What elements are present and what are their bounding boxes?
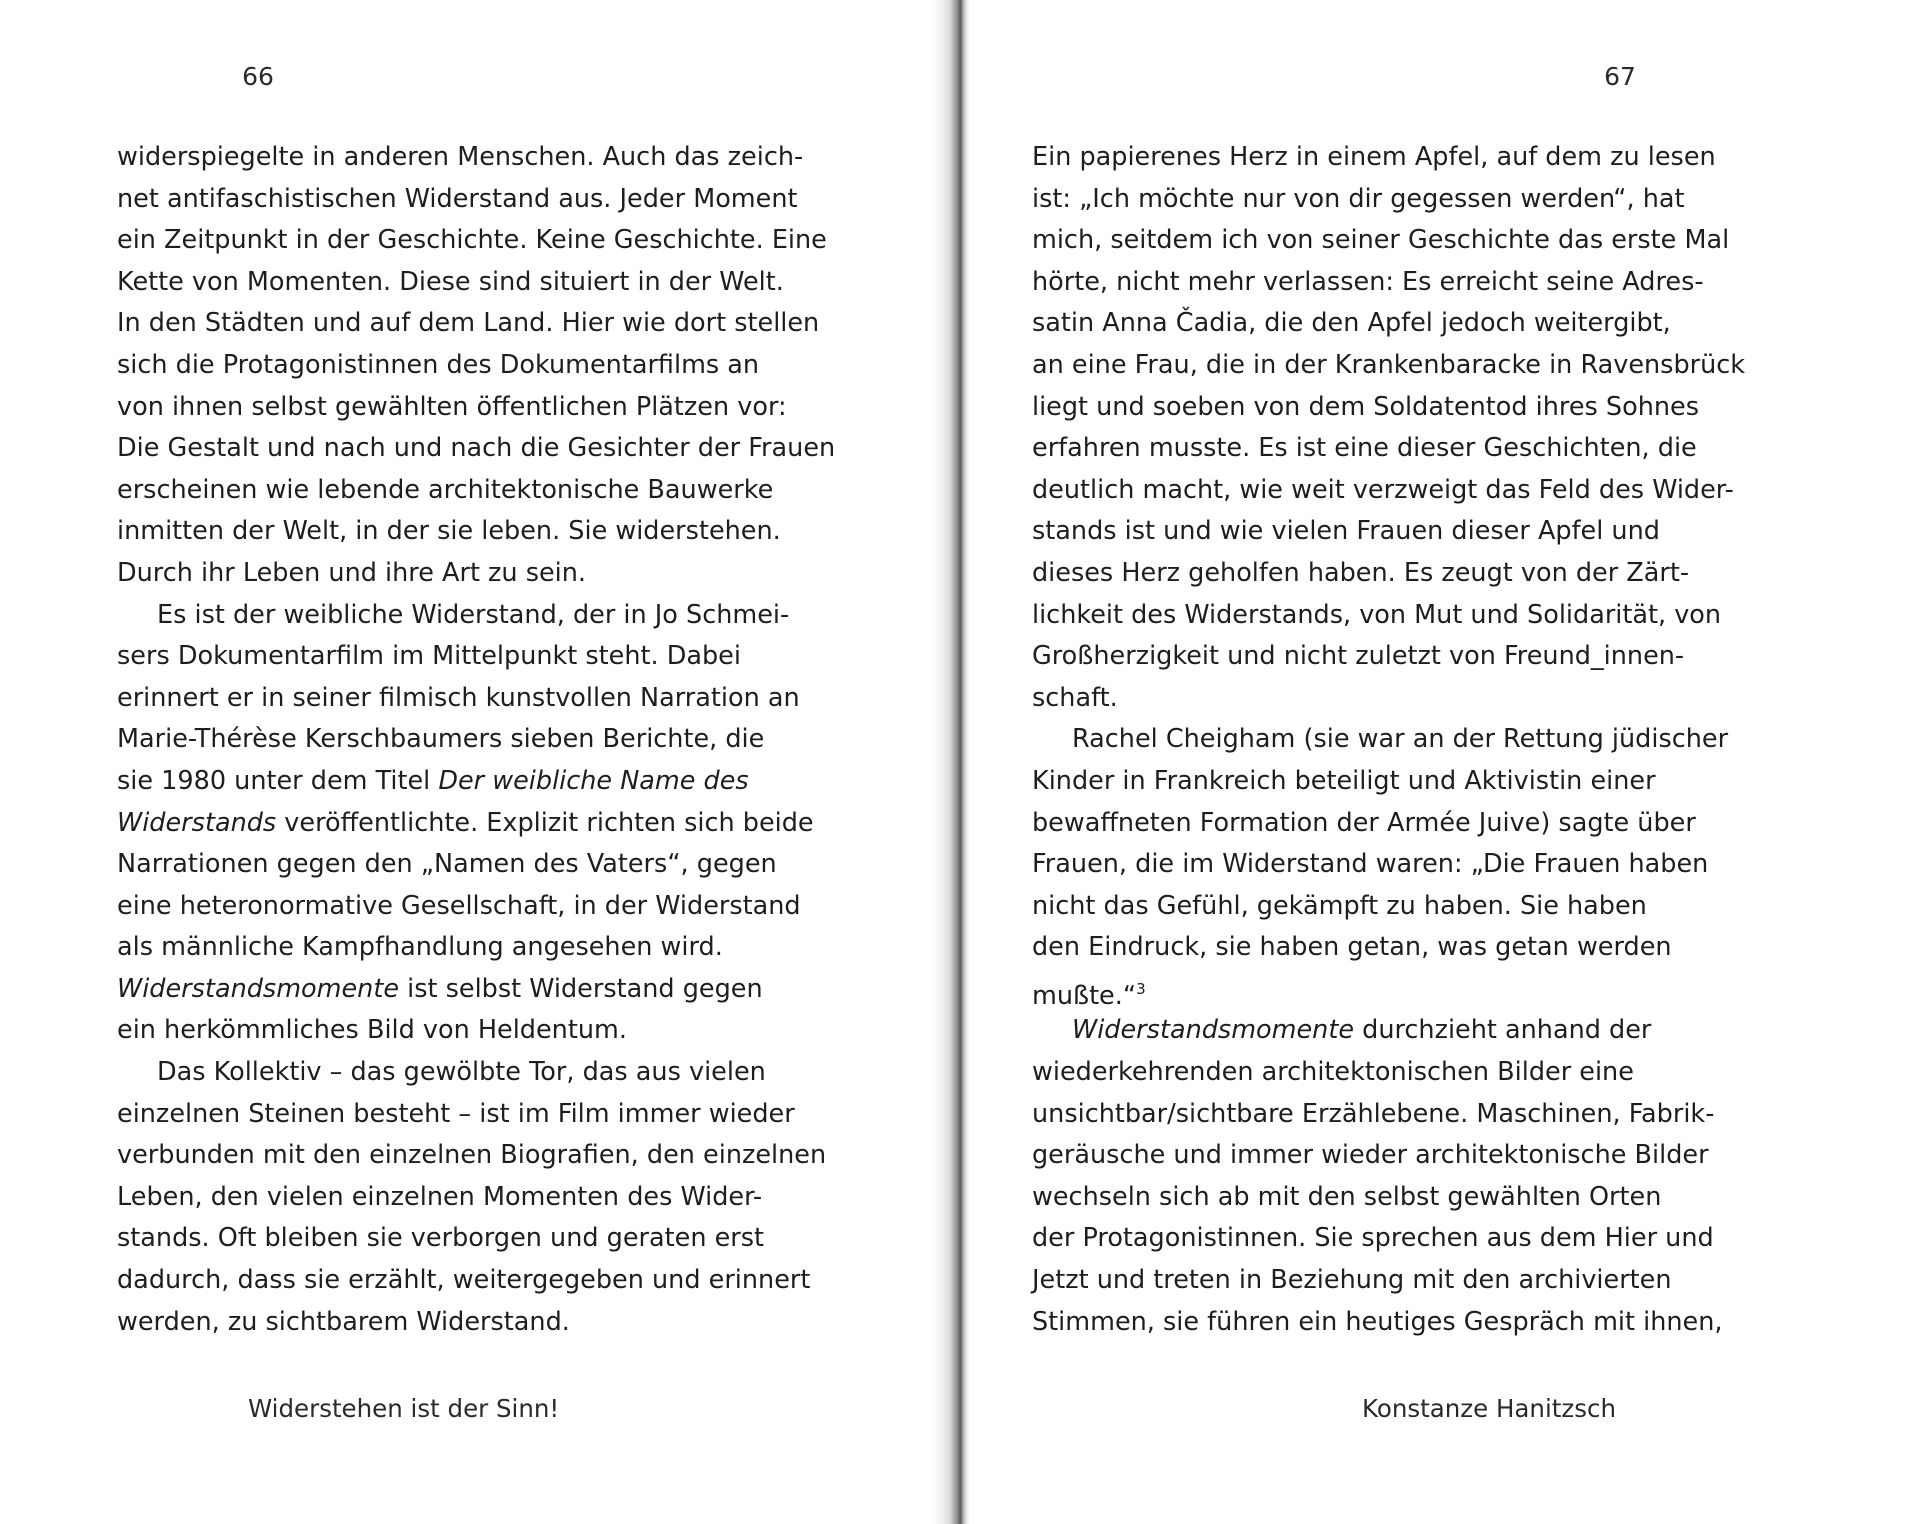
text-line: Die Gestalt und nach und nach die Gesichter der Frauen <box>117 433 836 464</box>
running-footer: Konstanze Hanitzsch <box>1362 1394 1616 1423</box>
footnote-marker: 3 <box>1136 979 1146 998</box>
page-number: 66 <box>242 62 274 91</box>
text-line: mich, seitdem ich von seiner Geschichte das erste Mal <box>1032 225 1730 256</box>
film-title-text: Widerstandsmomente <box>1072 1015 1355 1046</box>
text-line: wechseln sich ab mit den selbst gewählten Orten <box>1032 1181 1662 1212</box>
right-page <box>970 0 1920 1524</box>
text-line <box>1032 1010 1745 1052</box>
book-title-text: Widerstands <box>117 807 277 838</box>
text-line: erfahren musste. Es ist eine dieser Geschichten, die <box>1032 433 1697 464</box>
text-line <box>1032 969 1745 1011</box>
text-line: werden, zu sichtbarem Widerstand. <box>117 1306 570 1337</box>
text-line: Frauen, die im Widerstand waren: „Die Frauen haben <box>1032 849 1709 880</box>
text-line: nicht das Gefühl, gekämpft zu haben. Sie haben <box>1032 890 1647 921</box>
text-line: liegt und soeben von dem Soldatentod ihres Sohnes <box>1032 391 1700 422</box>
text-line: inmitten der Welt, in der sie leben. Sie widerstehen. <box>117 516 781 547</box>
text-line: bewaffneten Formation der Armée Juive) sagte über <box>1032 807 1696 838</box>
text-line <box>117 761 835 803</box>
text-line: dadurch, dass sie erzählt, weitergegeben und erinnert <box>117 1265 811 1296</box>
text-line: sich die Protagonistinnen des Dokumentarfilms an <box>117 349 760 380</box>
text-line: hörte, nicht mehr verlassen: Es erreicht seine Adres- <box>1032 266 1704 297</box>
book-gutter <box>930 0 970 1524</box>
text-line <box>117 969 835 1011</box>
text-line: Das Kollektiv – das gewölbte Tor, das aus vielen <box>157 1057 766 1088</box>
text-line <box>117 803 835 845</box>
text-line: Rachel Cheigham (sie war an der Rettung jüdischer <box>1072 724 1729 755</box>
text-line: eine heteronormative Gesellschaft, in der Widerstand <box>117 890 801 921</box>
text-line: wiederkehrenden architektonischen Bilder eine <box>1032 1057 1634 1088</box>
running-footer: Widerstehen ist der Sinn! <box>248 1394 560 1423</box>
text-line: Stimmen, sie führen ein heutiges Gespräch mit ihnen, <box>1032 1306 1723 1337</box>
text-line: verbunden mit den einzelnen Biografien, den einzelnen <box>117 1140 827 1171</box>
text-line: In den Städten und auf dem Land. Hier wie dort stellen <box>117 308 820 339</box>
text-line: Marie-Thérèse Kerschbaumers sieben Berichte, die <box>117 724 765 755</box>
text-line: Großherzigkeit und nicht zuletzt von Freund_innen- <box>1032 641 1685 672</box>
text-line: Jetzt und treten in Beziehung mit den archivierten <box>1032 1265 1672 1296</box>
text-line: Kinder in Frankreich beteiligt und Aktivistin einer <box>1032 765 1656 796</box>
text-line: widerspiegelte in anderen Menschen. Auch das zeich- <box>117 142 804 172</box>
left-page <box>0 0 930 1524</box>
text-line: stands. Oft bleiben sie verborgen und geraten erst <box>117 1223 765 1254</box>
body-text <box>1032 137 1745 1343</box>
text-segment: durchzieht anhand der <box>1354 1015 1652 1046</box>
book-title-text: Der weibliche Name des <box>438 765 749 796</box>
text-line: von ihnen selbst gewählten öffentlichen Plätzen vor: <box>117 391 787 422</box>
text-line: der Protagonistinnen. Sie sprechen aus dem Hier und <box>1032 1223 1714 1254</box>
text-line: stands ist und wie vielen Frauen dieser Apfel und <box>1032 516 1660 547</box>
text-line: Leben, den vielen einzelnen Momenten des Wider- <box>117 1181 763 1212</box>
text-line: einzelnen Steinen besteht – ist im Film immer wieder <box>117 1098 795 1129</box>
text-line: den Eindruck, sie haben getan, was getan werden <box>1032 932 1672 963</box>
text-line: Narrationen gegen den „Namen des Vaters“, gegen <box>117 849 777 880</box>
text-line: dieses Herz geholfen haben. Es zeugt von der Zärt- <box>1032 557 1690 588</box>
text-line: deutlich macht, wie weit verzweigt das Feld des Wider- <box>1032 474 1734 505</box>
text-line: Ein papierenes Herz in einem Apfel, auf dem zu lesen <box>1032 142 1716 172</box>
text-segment: veröffentlichte. Explizit richten sich beide <box>276 807 814 838</box>
text-line: sers Dokumentarfilm im Mittelpunkt steht. Dabei <box>117 641 741 672</box>
text-line: ist: „Ich möchte nur von dir gegessen werden“, hat <box>1032 183 1685 214</box>
text-segment: ist selbst Widerstand gegen <box>399 973 763 1004</box>
film-title-text: Widerstandsmomente <box>117 973 400 1004</box>
text-line: ein Zeitpunkt in der Geschichte. Keine Geschichte. Eine <box>117 225 827 256</box>
text-segment: mußte.“ <box>1032 980 1137 1011</box>
text-line: an eine Frau, die in der Krankenbaracke in Ravensbrück <box>1032 349 1746 380</box>
text-line: net antifaschistischen Widerstand aus. Jeder Moment <box>117 183 798 214</box>
body-text <box>117 137 835 1343</box>
text-line: Kette von Momenten. Diese sind situiert in der Welt. <box>117 266 784 297</box>
text-line: Es ist der weibliche Widerstand, der in Jo Schmei- <box>157 599 790 630</box>
text-line: lichkeit des Widerstands, von Mut und Solidarität, von <box>1032 599 1722 630</box>
text-segment: sie 1980 unter dem Titel <box>117 765 439 796</box>
text-line: geräusche und immer wieder architektonische Bilder <box>1032 1140 1709 1171</box>
text-line: Durch ihr Leben und ihre Art zu sein. <box>117 557 587 588</box>
text-line: erscheinen wie lebende architektonische Bauwerke <box>117 474 774 505</box>
text-line: schaft. <box>1032 682 1118 713</box>
page-number: 67 <box>1604 62 1636 91</box>
text-line: ein herkömmliches Bild von Heldentum. <box>117 1015 627 1046</box>
text-line: satin Anna Čadia, die den Apfel jedoch weitergibt, <box>1032 308 1671 339</box>
text-line: erinnert er in seiner filmisch kunstvollen Narration an <box>117 682 800 713</box>
text-line: als männliche Kampfhandlung angesehen wird. <box>117 932 723 963</box>
text-line: unsichtbar/sichtbare Erzählebene. Maschinen, Fabrik- <box>1032 1098 1715 1129</box>
